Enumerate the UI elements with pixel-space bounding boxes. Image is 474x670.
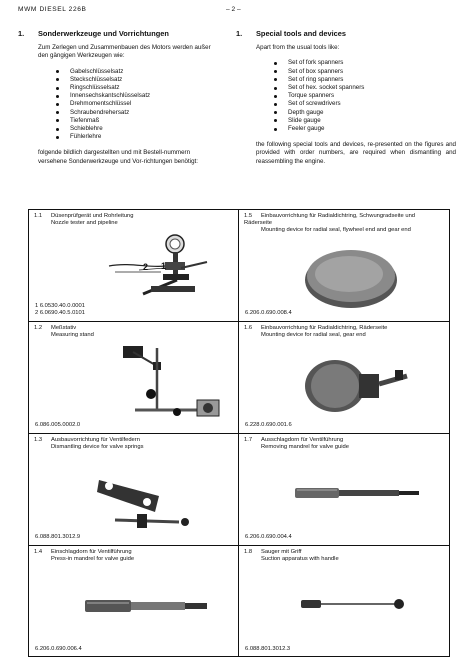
part-number: 6.088.801.3012.3 (245, 645, 291, 652)
tool-cell-1-1 (29, 210, 238, 321)
tool-figure-grid (28, 209, 450, 657)
tool-caption (34, 213, 234, 227)
english-outro: the following special tools and devices, re-presented on the figures and provided with order numbers, are required when dismantling and reassembling the engine. (256, 141, 456, 165)
english-intro: Apart from the usual tools like: (256, 44, 340, 52)
part-number: 1 6.0530.40.0.0001 (35, 302, 85, 309)
tool-number: 1.5 (244, 213, 253, 219)
german-tool-list (18, 68, 218, 142)
section-title: Sonderwerkzeuge und Vorrichtungen (38, 29, 169, 38)
tool-name-de: Einbauvorrichtung für Radialdichtring, Schwungradseite und Räderseite (244, 213, 416, 227)
list-item: Set of box spanners (274, 68, 456, 76)
list-item: Feeler gauge (274, 125, 456, 133)
tool-caption (34, 549, 234, 563)
tool-number: 1.4 (34, 549, 43, 555)
list-item: Tiefenmaß (56, 117, 218, 125)
part-number: 6.206.0.690.004.4 (245, 533, 292, 540)
tool-name-en: Mounting device for radial seal, gear end (261, 332, 366, 339)
tool-number: 1.3 (34, 437, 43, 443)
tool-name-de: Ausbauvorrichtung für Ventilfedern (51, 437, 140, 443)
list-item: Set of fork spanners (274, 59, 456, 67)
tool-cell-1-2 (29, 322, 238, 433)
tool-name-en: Suction apparatus with handle (261, 556, 339, 563)
tool-name-de: Einbauvorrichtung für Radialdichtring, Räderseite (261, 325, 388, 331)
tool-caption (244, 213, 444, 235)
callout-label: 2 (143, 262, 149, 272)
mounting-device-image (299, 346, 419, 418)
tool-name-en: Mounting device for radial seal, flywheel end and gear end (261, 227, 411, 234)
section-title: Special tools and devices (256, 29, 346, 38)
list-item: Steckschlüsselsatz (56, 76, 218, 84)
tool-number: 1.8 (244, 549, 253, 555)
suction-apparatus-image (295, 580, 415, 630)
list-item: Drehmomentschlüssel (56, 100, 218, 108)
tool-name-en: Dismantling device for valve springs (51, 444, 144, 451)
tool-name-en: Nozzle tester and pipeline (51, 220, 118, 227)
part-number: 6.206.0.690.006.4 (35, 645, 82, 652)
nozzle-tester-image (89, 232, 229, 300)
tool-cell-1-8 (239, 546, 448, 657)
list-item: Torque spanners (274, 92, 456, 100)
measuring-stand-image (115, 338, 225, 420)
list-item: Ringschlüsselsatz (56, 84, 218, 92)
tool-caption (244, 325, 444, 339)
tool-caption (244, 549, 444, 563)
tool-name-en: Measuring stand (51, 332, 94, 339)
tool-name-de: Einschlagdorn für Ventilführung (51, 549, 132, 555)
tool-cell-1-4 (29, 546, 238, 657)
part-number: 6.088.801.3012.9 (35, 533, 81, 540)
tool-caption (244, 437, 444, 451)
tool-number: 1.7 (244, 437, 253, 443)
tool-number: 1.6 (244, 325, 253, 331)
tool-number: 1.2 (34, 325, 43, 331)
tool-name-de: Meßstativ (51, 325, 77, 331)
tool-caption (34, 437, 234, 451)
list-item: Set of screwdrivers (274, 100, 456, 108)
tool-number: 1.1 (34, 213, 43, 219)
tool-name-de: Düsenprüfgerät und Rohrleitung (51, 213, 134, 219)
tool-cell-1-7 (239, 434, 448, 545)
part-number: 6.086.005.0002.0 (35, 421, 81, 428)
german-section (18, 30, 218, 166)
list-item: Depth gauge (274, 109, 456, 117)
valve-spring-tool-image (89, 458, 209, 530)
list-item: Set of hex. socket spanners (274, 84, 456, 92)
tool-name-en: Press-in mandrel for valve guide (51, 556, 135, 563)
part-number: 6.206.0.690.008.4 (245, 309, 292, 316)
german-outro: folgende bildlich dargestellten und mit Bestell-nummern versehene Sonderwerkzeuge und Vor-richtungen benötigt: (38, 149, 198, 165)
tool-name-de: Sauger mit Griff (261, 549, 302, 555)
part-number: 2 6.0690.40.5.0101 (35, 309, 85, 316)
english-heading (236, 30, 456, 38)
part-number-list (35, 303, 85, 317)
removing-mandrel-image (289, 464, 429, 524)
german-heading (18, 30, 218, 38)
english-tool-list (236, 59, 456, 133)
tool-cell-1-6 (239, 322, 448, 433)
callout-label: 1 (161, 261, 167, 271)
press-in-mandrel-image (77, 574, 217, 636)
tool-name-en: Removing mandrel for valve guide (261, 444, 349, 451)
document-header-title: MWM DIESEL 226B (18, 6, 87, 13)
list-item: Slide gauge (274, 117, 456, 125)
list-item: Schieblehre (56, 125, 218, 133)
english-section (236, 30, 456, 166)
list-item: Schraubendrehersatz (56, 109, 218, 117)
german-intro: Zum Zerlegen und Zusammenbauen des Motors werden außer den gängigen Werkzeugen wie: (38, 44, 211, 60)
list-item: Innensechskantschlüsselsatz (56, 92, 218, 100)
tool-cell-1-5 (239, 210, 448, 321)
tool-name-de: Ausschlagdorn für Ventilführung (261, 437, 344, 443)
part-number: 6.228.0.690.001.6 (245, 421, 292, 428)
mounting-disc-image (301, 244, 401, 310)
page-number: – 2 – (226, 6, 241, 13)
section-number: 1. (236, 29, 243, 38)
tool-cell-1-3 (29, 434, 238, 545)
list-item: Fühlerlehre (56, 133, 218, 141)
list-item: Gabelschlüsselsatz (56, 68, 218, 76)
list-item: Set of ring spanners (274, 76, 456, 84)
section-number: 1. (18, 29, 25, 38)
